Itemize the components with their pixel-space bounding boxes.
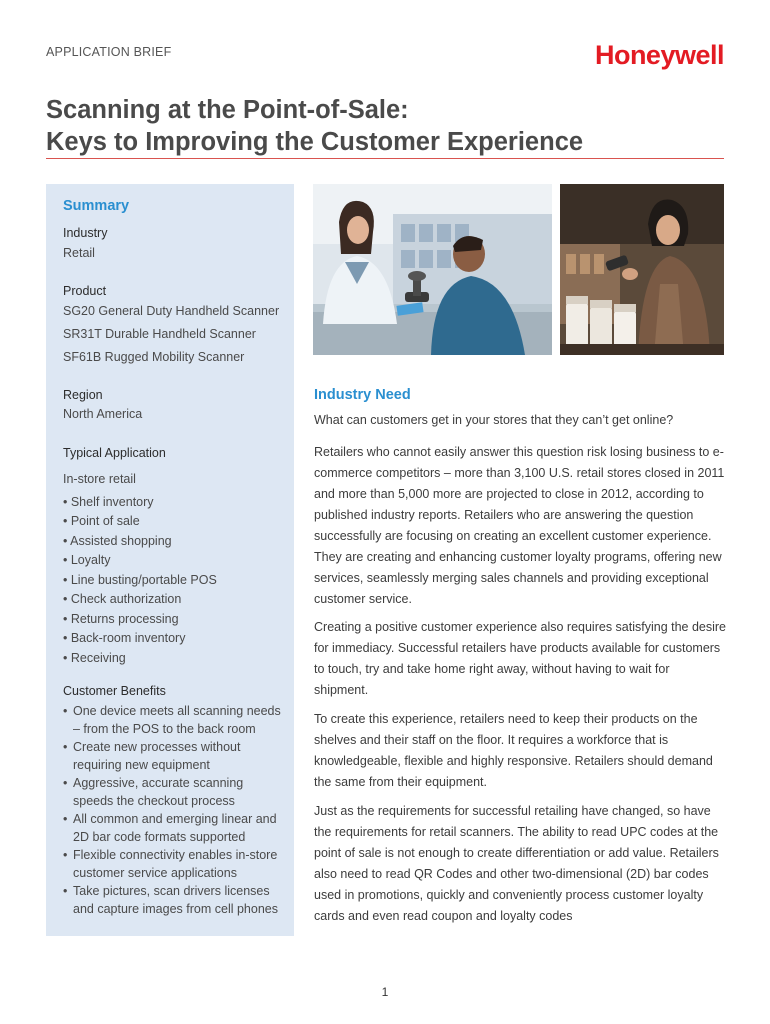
- summary-heading: Summary: [63, 198, 130, 214]
- benefit-item: • Flexible connectivity enables in-store customer service applications: [63, 848, 278, 880]
- title-line-2: Keys to Improving the Customer Experience: [46, 128, 584, 156]
- summary-sidebar: [46, 184, 294, 936]
- benefits-label: Customer Benefits: [63, 684, 166, 698]
- product-item: SF61B Rugged Mobility Scanner: [63, 350, 245, 364]
- associate-photo: [560, 184, 724, 355]
- application-item: • Shelf inventory: [63, 495, 154, 509]
- region-label: Region: [63, 388, 103, 402]
- brief-label: APPLICATION BRIEF: [46, 45, 172, 59]
- application-item: • Line busting/portable POS: [63, 573, 217, 587]
- body-paragraph: What can customers get in your stores that they can’t get online?: [314, 413, 674, 427]
- benefit-item: • Aggressive, accurate scanning speeds the checkout process: [63, 776, 244, 808]
- product-label: Product: [63, 284, 107, 298]
- region-value: North America: [63, 407, 143, 421]
- checkout-photo: [313, 184, 552, 355]
- body-paragraph: To create this experience, retailers need to keep their products on the shelves and their staff on the floor. It requires a workforce that is knowledgeable, flexible and highly responsive. Retailers should demand the same from their equipment.: [314, 712, 713, 789]
- application-label: Typical Application: [63, 446, 166, 460]
- benefit-item: • Take pictures, scan drivers licenses and capture images from cell phones: [63, 884, 278, 916]
- benefit-item: • All common and emerging linear and 2D bar code formats supported: [63, 812, 277, 844]
- product-item: SR31T Durable Handheld Scanner: [63, 327, 256, 341]
- application-item: • Assisted shopping: [63, 534, 172, 548]
- application-item: • Back-room inventory: [63, 631, 186, 645]
- title-line-1: Scanning at the Point-of-Sale:: [46, 96, 409, 124]
- industry-label: Industry: [63, 226, 108, 240]
- body-paragraph: Just as the requirements for successful retailing have changed, so have the requirements for retail scanners. The ability to read UPC codes at the point of sale is not enough to create differentiation or add value. Retailers also need to read QR Codes and other two-dimensional (2D) bar codes used in promotions, quickly and conveniently process customer loyalty cards and even read coupon and loyalty codes: [314, 804, 719, 923]
- application-intro: In-store retail: [63, 472, 136, 486]
- application-item: • Check authorization: [63, 592, 182, 606]
- application-item: • Receiving: [63, 651, 126, 665]
- industry-value: Retail: [63, 246, 95, 260]
- body-paragraph: Retailers who cannot easily answer this question risk losing business to e-commerce competitors – more than 3,100 U.S. retail stores closed in 2011 and more than 5,000 more are projected to close in 2012, according to published industry reports. Retailers who are answering the question successfully are focusing on creating an excellent customer experience. They are creating and enhancing customer loyalty programs, offering new services, seamlessly merging sales channels and providing exceptional customer service.: [314, 445, 725, 606]
- page-number: 1: [381, 985, 389, 999]
- industry-need-heading: Industry Need: [314, 387, 411, 403]
- benefit-item: • Create new processes without requiring new equipment: [63, 740, 241, 772]
- honeywell-logo[interactable]: Honeywell: [594, 40, 724, 70]
- product-item: SG20 General Duty Handheld Scanner: [63, 304, 280, 318]
- body-paragraph: Creating a positive customer experience also requires satisfying the desire for immediacy. Successful retailers have products available for customers to touch, try and take home right away, without having to wait for shipment.: [314, 620, 727, 697]
- application-item: • Returns processing: [63, 612, 179, 626]
- benefit-item: • One device meets all scanning needs – from the POS to the back room: [63, 704, 281, 736]
- title-divider: [46, 158, 724, 159]
- application-item: • Point of sale: [63, 514, 140, 528]
- application-item: • Loyalty: [63, 553, 111, 567]
- page-title: [46, 94, 736, 158]
